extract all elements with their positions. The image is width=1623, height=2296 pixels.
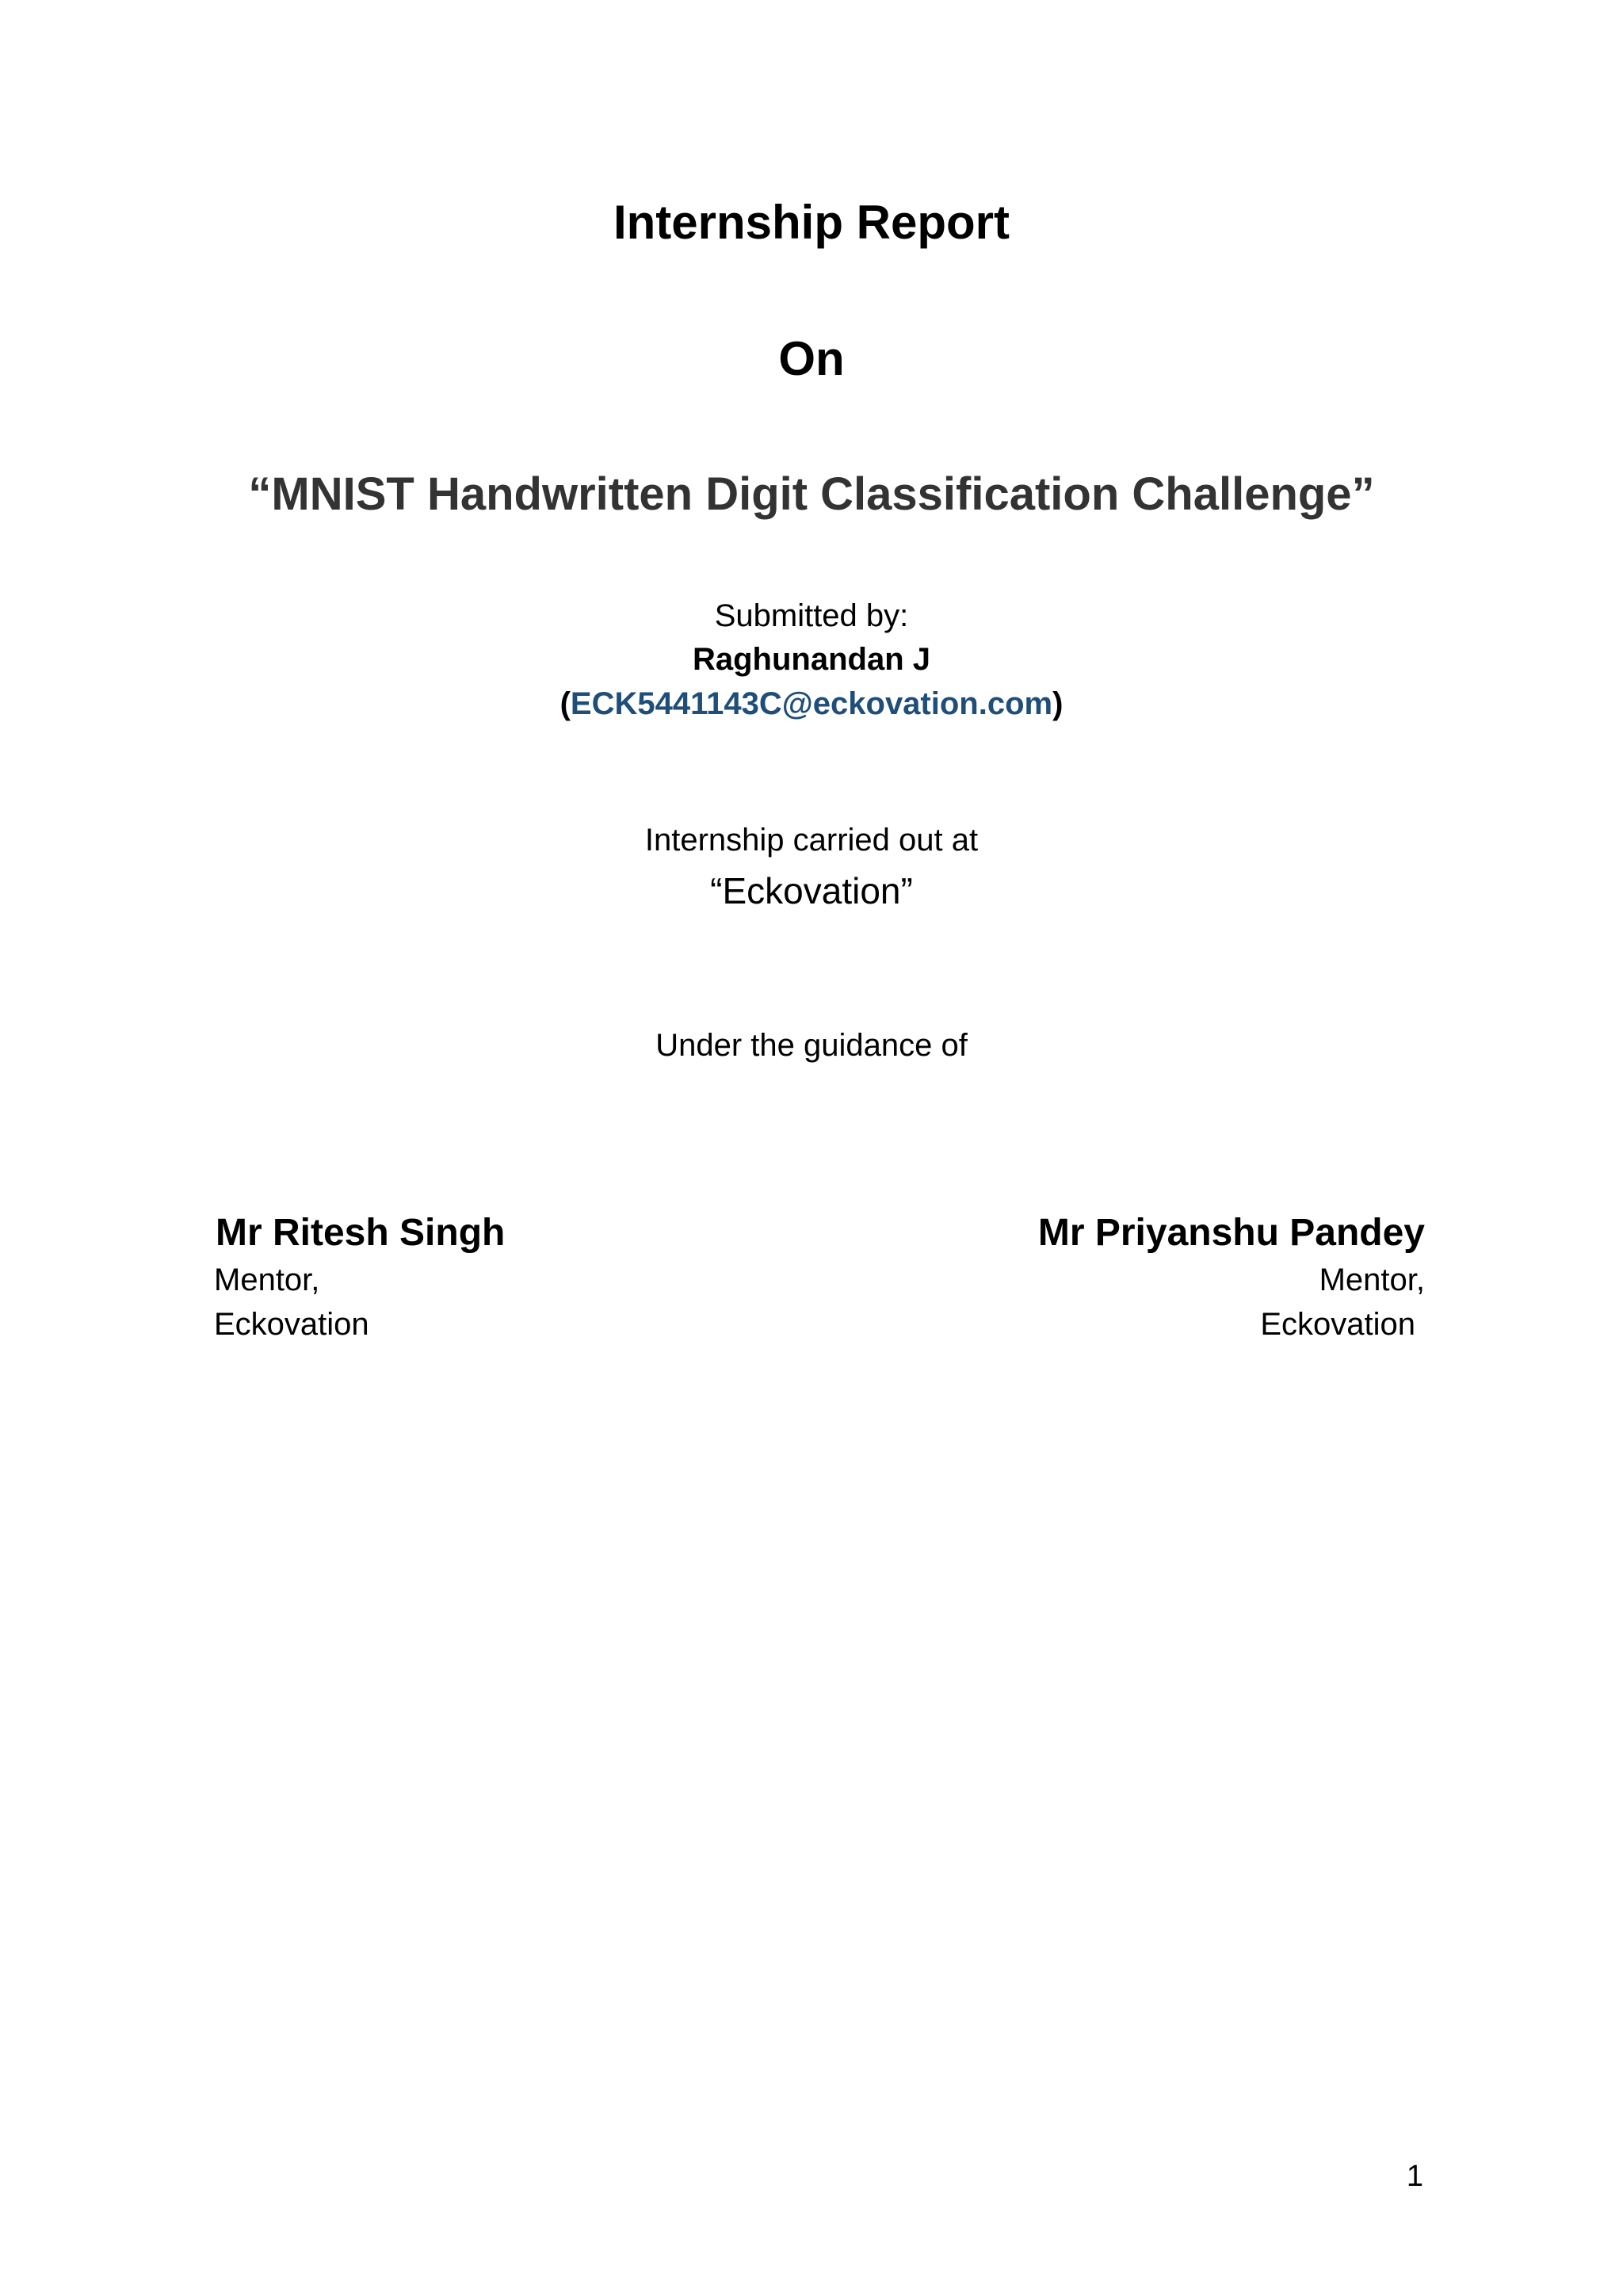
- mentor-role: Mentor,: [1319, 1263, 1425, 1297]
- organization-name: “Eckovation”: [710, 870, 913, 911]
- guidance-label: Under the guidance of: [655, 1028, 968, 1063]
- mentor-name: Mr Priyanshu Pandey: [1037, 1212, 1425, 1254]
- mentor-name: Mr Ritesh Singh: [216, 1212, 506, 1254]
- author-name: Raghunandan J: [692, 642, 931, 677]
- mentor-org: Eckovation: [214, 1307, 369, 1342]
- mentor-block-right: [1038, 1209, 1425, 1347]
- author-email-line: [0, 686, 1623, 722]
- mentor-block-left: [216, 1209, 505, 1347]
- page-number: 1: [1406, 2160, 1423, 2193]
- report-title-on: On: [778, 332, 845, 385]
- mentor-role: Mentor,: [214, 1263, 320, 1297]
- email-close-paren: ): [1052, 686, 1064, 721]
- email-open-paren: (: [559, 686, 571, 721]
- submitted-by-label: Submitted by:: [714, 598, 909, 633]
- project-title: “MNIST Handwritten Digit Classification Challenge”: [248, 468, 1375, 520]
- carried-out-label: Internship carried out at: [644, 823, 979, 858]
- author-email-link[interactable]: ECK5441143C@eckovation.com: [570, 686, 1053, 721]
- mentor-org: Eckovation: [1260, 1307, 1415, 1342]
- report-title: Internship Report: [613, 196, 1010, 249]
